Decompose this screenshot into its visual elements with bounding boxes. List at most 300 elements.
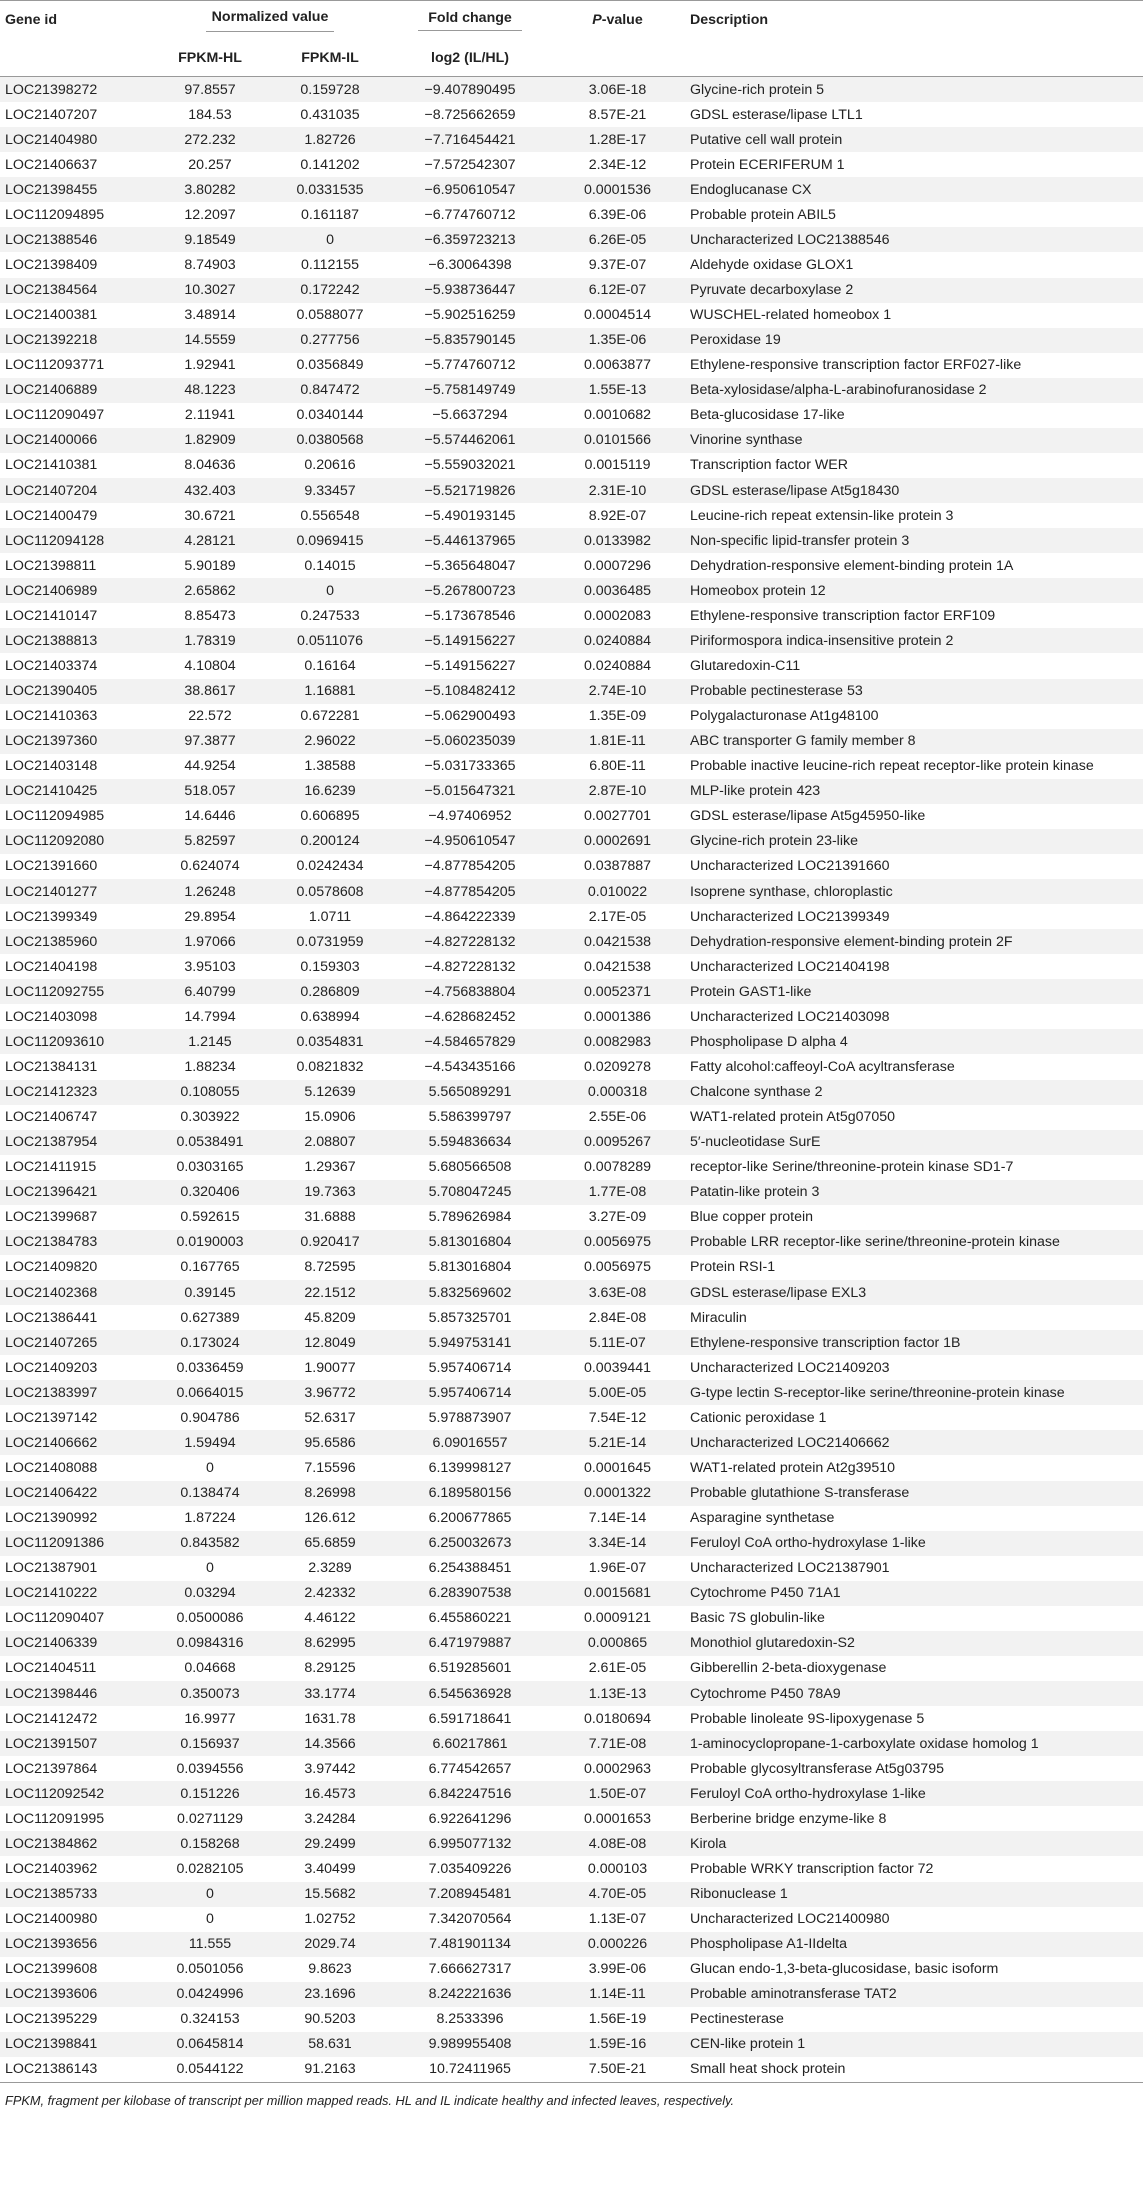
fpkm-hl-cell: 5.90189 (184, 557, 236, 574)
description-cell: Dehydration-responsive element-binding protein 1A (690, 557, 1014, 574)
fpkm-hl-cell: 0.0190003 (176, 1234, 244, 1251)
log2-fold-change-cell: −5.490193145 (424, 507, 516, 524)
log2-fold-change-cell: 5.789626984 (428, 1209, 512, 1226)
fpkm-il-cell: 65.6859 (304, 1535, 356, 1552)
fpkm-il-cell: 16.6239 (304, 783, 356, 800)
fpkm-hl-cell: 0.0282105 (176, 1860, 244, 1877)
log2-fold-change-cell: 6.60217861 (432, 1735, 508, 1752)
description-cell: Phospholipase D alpha 4 (690, 1033, 848, 1050)
p-value-cell: 0.0387887 (583, 858, 652, 875)
table-row (0, 378, 1143, 403)
description-cell: Uncharacterized LOC21399349 (690, 908, 890, 925)
fpkm-hl-cell: 8.85473 (184, 607, 236, 624)
gene-id-cell: LOC21411915 (5, 1159, 97, 1176)
header-fpkm-hl: FPKM-HL (178, 49, 242, 66)
fpkm-il-cell: 9.8623 (308, 1961, 352, 1978)
p-value-cell: 0.0095267 (583, 1134, 652, 1151)
description-cell: Monothiol glutaredoxin-S2 (690, 1635, 855, 1652)
gene-id-cell: LOC21401277 (5, 883, 98, 900)
log2-fold-change-cell: −4.864222339 (424, 908, 516, 925)
log2-fold-change-cell: 6.455860221 (428, 1610, 512, 1627)
fpkm-il-cell: 0.638994 (300, 1008, 360, 1025)
gene-id-cell: LOC21390992 (5, 1510, 98, 1527)
p-value-cell: 4.08E-08 (588, 1835, 647, 1852)
description-cell: Endoglucanase CX (690, 181, 812, 198)
table-row (0, 1380, 1143, 1405)
table-row (0, 127, 1143, 152)
fpkm-il-cell: 0.277756 (300, 332, 360, 349)
p-value-cell: 0.0015119 (584, 457, 651, 474)
fpkm-il-cell: 0.141202 (300, 156, 360, 173)
p-value-cell: 7.54E-12 (588, 1409, 647, 1426)
description-cell: Asparagine synthetase (690, 1510, 835, 1527)
gene-id-cell: LOC21384564 (5, 282, 98, 299)
description-cell: Glutaredoxin-C11 (690, 657, 801, 674)
log2-fold-change-cell: 5.949753141 (428, 1334, 512, 1351)
description-cell: Ribonuclease 1 (690, 1886, 788, 1903)
p-value-cell: 1.14E-11 (589, 1986, 646, 2003)
table-row (0, 779, 1143, 804)
table-row (0, 1481, 1143, 1506)
gene-id-cell: LOC112091386 (5, 1535, 105, 1552)
fpkm-hl-cell: 12.2097 (184, 206, 236, 223)
gene-id-cell: LOC21398455 (5, 181, 98, 198)
description-cell: Probable glycosyltransferase At5g03795 (690, 1760, 944, 1777)
p-value-cell: 1.77E-08 (588, 1184, 647, 1201)
fpkm-hl-cell: 8.04636 (184, 457, 236, 474)
description-cell: WAT1-related protein At2g39510 (690, 1459, 896, 1476)
table-row (0, 252, 1143, 277)
table-row (0, 1806, 1143, 1831)
p-value-cell: 3.99E-06 (588, 1961, 647, 1978)
gene-id-cell: LOC21397864 (5, 1760, 98, 1777)
fpkm-il-cell: 3.40499 (304, 1860, 356, 1877)
fpkm-il-cell: 3.97442 (304, 1760, 356, 1777)
gene-id-cell: LOC112094985 (5, 808, 105, 825)
table-row (0, 1831, 1143, 1856)
fpkm-hl-cell: 0.0424996 (176, 1986, 244, 2003)
description-cell: Pyruvate decarboxylase 2 (690, 282, 854, 299)
fpkm-il-cell: 1.38588 (304, 758, 356, 775)
description-cell: Beta-glucosidase 17-like (690, 407, 845, 424)
p-value-cell: 0.0421538 (583, 958, 652, 975)
p-value-cell: 1.81E-11 (589, 733, 646, 750)
fpkm-il-cell: 0.920417 (300, 1234, 360, 1251)
fpkm-hl-cell: 97.8557 (184, 81, 236, 98)
description-cell: Piriformospora indica-insensitive protein 2 (690, 632, 954, 649)
fpkm-hl-cell: 20.257 (188, 156, 232, 173)
table-row (0, 1932, 1143, 1957)
description-cell: receptor-like Serine/threonine-protein kinase SD1-7 (690, 1159, 1014, 1176)
fpkm-il-cell: 90.5203 (304, 2011, 356, 2028)
table-row (0, 1155, 1143, 1180)
description-cell: Isoprene synthase, chloroplastic (690, 883, 893, 900)
table-row (0, 679, 1143, 704)
header-fpkm-il: FPKM-IL (301, 49, 359, 66)
p-value-cell: 0.000318 (587, 1084, 648, 1101)
p-value-cell: 0.0240884 (583, 632, 652, 649)
description-cell: Small heat shock protein (690, 2061, 846, 2078)
fpkm-il-cell: 0.0242434 (296, 858, 364, 875)
log2-fold-change-cell: 5.594836634 (428, 1134, 512, 1151)
description-cell: Uncharacterized LOC21400980 (690, 1911, 890, 1928)
table-row (0, 804, 1143, 829)
fpkm-hl-cell: 0.627389 (180, 1309, 240, 1326)
gene-id-cell: LOC112092542 (5, 1785, 105, 1802)
fpkm-hl-cell: 4.28121 (184, 532, 236, 549)
table-row (0, 754, 1143, 779)
p-value-cell: 7.50E-21 (588, 2061, 647, 2078)
gene-id-cell: LOC21410381 (5, 457, 98, 474)
fpkm-hl-cell: 0 (206, 1560, 214, 1577)
log2-fold-change-cell: −5.108482412 (424, 683, 516, 700)
description-cell: Glucan endo-1,3-beta-glucosidase, basic isoform (690, 1961, 999, 1978)
p-value-cell: 0.0082983 (583, 1033, 652, 1050)
table-row (0, 979, 1143, 1004)
gene-id-cell: LOC21397142 (5, 1409, 98, 1426)
gene-id-cell: LOC21393606 (5, 1986, 98, 2003)
fpkm-il-cell: 1631.78 (304, 1710, 356, 1727)
table-row (0, 2032, 1143, 2057)
log2-fold-change-cell: −5.938736447 (424, 282, 516, 299)
fpkm-il-cell: 1.16881 (304, 683, 356, 700)
description-cell: Glycine-rich protein 23-like (690, 833, 858, 850)
fpkm-il-cell: 0.286809 (300, 983, 360, 1000)
log2-fold-change-cell: 6.250032673 (428, 1535, 512, 1552)
fpkm-il-cell: 3.96772 (304, 1384, 356, 1401)
p-value-cell: 6.80E-11 (589, 758, 646, 775)
description-cell: Uncharacterized LOC21403098 (690, 1008, 890, 1025)
header-spacer (685, 39, 1143, 77)
fpkm-hl-cell: 8.74903 (184, 256, 236, 273)
fpkm-il-cell: 8.26998 (304, 1485, 356, 1502)
gene-id-cell: LOC21409820 (5, 1259, 98, 1276)
fpkm-hl-cell: 272.232 (184, 131, 236, 148)
log2-fold-change-cell: 6.519285601 (428, 1660, 512, 1677)
gene-id-cell: LOC21407207 (5, 106, 98, 123)
log2-fold-change-cell: −4.97406952 (428, 808, 512, 825)
table-row (0, 303, 1143, 328)
gene-id-cell: LOC21410425 (5, 783, 98, 800)
table-row (0, 1180, 1143, 1205)
p-value-cell: 0.0133982 (583, 532, 652, 549)
log2-fold-change-cell: −4.628682452 (424, 1008, 516, 1025)
header-fold-change (390, 1, 550, 40)
log2-fold-change-cell: −5.758149749 (424, 382, 516, 399)
gene-id-cell: LOC21385733 (5, 1886, 98, 1903)
table-row (0, 578, 1143, 603)
fpkm-hl-cell: 10.3027 (184, 282, 236, 299)
description-cell: Aldehyde oxidase GLOX1 (690, 256, 854, 273)
p-value-cell: 0.0001645 (583, 1459, 652, 1476)
gene-id-cell: LOC21399608 (5, 1961, 98, 1978)
fpkm-il-cell: 1.0711 (308, 908, 352, 925)
gene-id-cell: LOC21404198 (5, 958, 98, 975)
table-row (0, 1004, 1143, 1029)
p-value-cell: 0.0001653 (583, 1810, 652, 1827)
table-row (0, 628, 1143, 653)
fpkm-il-cell: 1.29367 (304, 1159, 356, 1176)
fpkm-hl-cell: 0.138474 (180, 1485, 240, 1502)
table-row (0, 1556, 1143, 1581)
log2-fold-change-cell: −5.774760712 (424, 357, 516, 374)
fpkm-il-cell: 8.72595 (304, 1259, 356, 1276)
description-cell: Gibberellin 2-beta-dioxygenase (690, 1660, 887, 1677)
fpkm-hl-cell: 0.0394556 (176, 1760, 244, 1777)
fpkm-hl-cell: 11.555 (188, 1936, 232, 1953)
fpkm-hl-cell: 6.40799 (184, 983, 236, 1000)
table-row (0, 328, 1143, 353)
fpkm-il-cell: 29.2499 (304, 1835, 356, 1852)
description-cell: Phospholipase A1-IIdelta (690, 1936, 847, 1953)
log2-fold-change-cell: −4.756838804 (424, 983, 516, 1000)
log2-fold-change-cell: −5.149156227 (424, 632, 516, 649)
p-value-cell: 0.0036485 (583, 582, 652, 599)
description-cell: Feruloyl CoA ortho-hydroxylase 1-like (690, 1785, 926, 1802)
gene-id-cell: LOC21390405 (5, 683, 98, 700)
fpkm-hl-cell: 14.7994 (184, 1008, 236, 1025)
fpkm-hl-cell: 1.92941 (184, 357, 236, 374)
fpkm-il-cell: 58.631 (308, 2036, 352, 2053)
log2-fold-change-cell: −5.559032021 (424, 457, 516, 474)
p-value-cell: 1.59E-16 (588, 2036, 647, 2053)
log2-fold-change-cell: 6.922641296 (428, 1810, 512, 1827)
table-row (0, 1355, 1143, 1380)
gene-id-cell: LOC112094895 (5, 206, 105, 223)
fpkm-il-cell: 0.0356849 (296, 357, 364, 374)
gene-id-cell: LOC21386441 (5, 1309, 98, 1326)
p-value-cell: 5.11E-07 (589, 1334, 646, 1351)
gene-id-cell: LOC21410222 (5, 1585, 98, 1602)
fpkm-hl-cell: 1.87224 (184, 1510, 236, 1527)
fpkm-hl-cell: 0.0538491 (176, 1134, 244, 1151)
table-row (0, 1280, 1143, 1305)
log2-fold-change-cell: 9.989955408 (428, 2036, 512, 2053)
table-row (0, 653, 1143, 678)
gene-id-cell: LOC21386143 (5, 2061, 98, 2078)
fpkm-il-cell: 0.16164 (304, 657, 356, 674)
table-row (0, 1731, 1143, 1756)
fpkm-il-cell: 1.02752 (304, 1911, 356, 1928)
description-cell: Vinorine synthase (690, 432, 803, 449)
log2-fold-change-cell: 5.957406714 (428, 1384, 512, 1401)
fpkm-il-cell: 19.7363 (304, 1184, 356, 1201)
fpkm-il-cell: 0.0731959 (296, 933, 364, 950)
p-value-cell: 0.0101566 (583, 432, 652, 449)
table-row (0, 528, 1143, 553)
fpkm-il-cell: 4.46122 (304, 1610, 356, 1627)
gene-id-cell: LOC21410147 (5, 607, 98, 624)
log2-fold-change-cell: 6.545636928 (428, 1685, 512, 1702)
log2-fold-change-cell: 6.842247516 (428, 1785, 512, 1802)
fpkm-hl-cell: 0.592615 (180, 1209, 240, 1226)
gene-id-cell: LOC21406747 (5, 1109, 98, 1126)
fpkm-hl-cell: 0.39145 (184, 1284, 236, 1301)
table-row (0, 954, 1143, 979)
description-cell: Probable pectinesterase 53 (690, 683, 863, 700)
log2-fold-change-cell: −4.827228132 (424, 958, 516, 975)
p-value-cell: 0.0039441 (583, 1359, 652, 1376)
description-cell: Probable inactive leucine-rich repeat receptor-like protein kinase (690, 758, 1094, 775)
fpkm-hl-cell: 9.18549 (184, 231, 236, 248)
table-footnote: FPKM, fragment per kilobase of transcript per million mapped reads. HL and IL indicate healthy and infected leaves, respectively. (5, 2093, 735, 2108)
p-value-cell: 7.71E-08 (588, 1735, 647, 1752)
gene-id-cell: LOC112092080 (5, 833, 105, 850)
gene-id-cell: LOC21392218 (5, 332, 98, 349)
gene-id-cell: LOC112090407 (5, 1610, 105, 1627)
description-cell: GDSL esterase/lipase At5g45950-like (690, 808, 926, 825)
fpkm-il-cell: 23.1696 (304, 1986, 356, 2003)
fpkm-il-cell: 0.0511076 (297, 632, 364, 649)
description-cell: Protein RSI-1 (690, 1259, 776, 1276)
gene-id-cell: LOC21393656 (5, 1936, 98, 1953)
fpkm-hl-cell: 0.350073 (180, 1685, 240, 1702)
fpkm-il-cell: 95.6586 (304, 1434, 356, 1451)
fpkm-il-cell: 15.0906 (304, 1109, 356, 1126)
gene-id-cell: LOC21409203 (5, 1359, 98, 1376)
gene-id-cell: LOC21387901 (5, 1560, 98, 1577)
description-cell: G-type lectin S-receptor-like serine/threonine-protein kinase (690, 1384, 1065, 1401)
log2-fold-change-cell: 5.813016804 (428, 1259, 512, 1276)
p-value-cell: 0.0007296 (583, 557, 652, 574)
table-row (0, 278, 1143, 303)
fpkm-hl-cell: 22.572 (188, 708, 232, 725)
description-cell: Uncharacterized LOC21409203 (690, 1359, 890, 1376)
p-value-cell: 0.0015681 (583, 1585, 652, 1602)
fpkm-il-cell: 5.12639 (304, 1084, 356, 1101)
table-row (0, 202, 1143, 227)
fpkm-hl-cell: 1.82909 (184, 432, 236, 449)
fpkm-hl-cell: 0.0501056 (176, 1961, 244, 1978)
description-cell: Protein GAST1-like (690, 983, 812, 1000)
description-cell: Cytochrome P450 78A9 (690, 1685, 841, 1702)
description-cell: Non-specific lipid-transfer protein 3 (690, 532, 910, 549)
p-value-cell: 3.06E-18 (588, 81, 647, 98)
description-cell: Putative cell wall protein (690, 131, 843, 148)
log2-fold-change-cell: −5.031733365 (424, 758, 516, 775)
gene-id-cell: LOC21388546 (5, 231, 98, 248)
log2-fold-change-cell: 5.832569602 (428, 1284, 512, 1301)
header-spacer (0, 39, 150, 77)
log2-fold-change-cell: 7.208945481 (428, 1886, 512, 1903)
description-cell: Homeobox protein 12 (690, 582, 826, 599)
p-value-cell: 0.0240884 (583, 657, 652, 674)
fpkm-il-cell: 1.82726 (304, 131, 356, 148)
fpkm-hl-cell: 1.26248 (184, 883, 236, 900)
p-value-cell: 0.0009121 (583, 1610, 652, 1627)
table-row (0, 929, 1143, 954)
log2-fold-change-cell: 5.978873907 (428, 1409, 512, 1426)
header-spacer (550, 39, 685, 77)
description-cell: Probable LRR receptor-like serine/threonine-protein kinase (690, 1234, 1060, 1251)
gene-id-cell: LOC21399349 (5, 908, 98, 925)
fpkm-hl-cell: 29.8954 (184, 908, 236, 925)
description-cell: MLP-like protein 423 (690, 783, 821, 800)
p-value-cell: 2.74E-10 (588, 683, 647, 700)
log2-fold-change-cell: 5.680566508 (428, 1159, 512, 1176)
table-row (0, 1305, 1143, 1330)
table-header (0, 1, 1143, 77)
table-row (0, 1506, 1143, 1531)
fpkm-il-cell: 14.3566 (304, 1735, 356, 1752)
gene-id-cell: LOC21396421 (5, 1184, 98, 1201)
header-p-value-italic: P (592, 12, 602, 28)
fpkm-il-cell: 0.159728 (300, 81, 360, 98)
fpkm-il-cell: 45.8209 (304, 1309, 356, 1326)
log2-fold-change-cell: 6.471979887 (428, 1635, 512, 1652)
p-value-cell: 3.27E-09 (588, 1209, 647, 1226)
description-cell: Cationic peroxidase 1 (690, 1409, 827, 1426)
description-cell: Feruloyl CoA ortho-hydroxylase 1-like (690, 1535, 926, 1552)
log2-fold-change-cell: −8.725662659 (424, 106, 516, 123)
fpkm-hl-cell: 0.108055 (180, 1084, 240, 1101)
gene-id-cell: LOC21400381 (5, 307, 98, 324)
gene-id-cell: LOC21406637 (5, 156, 98, 173)
p-value-cell: 0.0004514 (583, 307, 652, 324)
fpkm-hl-cell: 0 (206, 1886, 214, 1903)
fpkm-il-cell: 0.672281 (300, 708, 360, 725)
fpkm-il-cell: 2.96022 (304, 733, 356, 750)
log2-fold-change-cell: −5.6637294 (432, 407, 508, 424)
fpkm-hl-cell: 0.167765 (180, 1259, 240, 1276)
log2-fold-change-cell: −4.877854205 (424, 858, 516, 875)
p-value-cell: 1.50E-07 (588, 1785, 647, 1802)
description-cell: Peroxidase 19 (690, 332, 781, 349)
gene-id-cell: LOC21407204 (5, 482, 98, 499)
fpkm-hl-cell: 0.03294 (184, 1585, 236, 1602)
fpkm-hl-cell: 0.320406 (180, 1184, 240, 1201)
log2-fold-change-cell: −9.407890495 (424, 81, 516, 98)
p-value-cell: 1.55E-13 (588, 382, 647, 399)
table-row (0, 2007, 1143, 2032)
description-cell: WUSCHEL-related homeobox 1 (690, 307, 892, 324)
fpkm-il-cell: 52.6317 (304, 1409, 356, 1426)
gene-id-cell: LOC21406989 (5, 582, 98, 599)
gene-id-cell: LOC21406339 (5, 1635, 98, 1652)
log2-fold-change-cell: −5.149156227 (424, 657, 516, 674)
log2-fold-change-cell: −7.716454421 (424, 131, 516, 148)
p-value-cell: 0.0002083 (583, 607, 652, 624)
gene-id-cell: LOC21403098 (5, 1008, 98, 1025)
p-value-cell: 0.0002691 (583, 833, 652, 850)
fpkm-il-cell: 0.0380568 (296, 432, 364, 449)
description-cell: Miraculin (690, 1309, 747, 1326)
fpkm-hl-cell: 0.158268 (180, 1835, 240, 1852)
log2-fold-change-cell: −5.062900493 (424, 708, 516, 725)
p-value-cell: 9.37E-07 (588, 256, 647, 273)
fpkm-hl-cell: 14.5559 (184, 332, 236, 349)
log2-fold-change-cell: −6.950610547 (424, 181, 516, 198)
description-cell: GDSL esterase/lipase LTL1 (690, 106, 863, 123)
p-value-cell: 5.00E-05 (588, 1384, 647, 1401)
gene-id-cell: LOC21406422 (5, 1485, 98, 1502)
log2-fold-change-cell: 5.565089291 (428, 1084, 512, 1101)
table-row (0, 1230, 1143, 1255)
p-value-cell: 0.0078289 (583, 1159, 652, 1176)
fpkm-il-cell: 0.0821832 (296, 1058, 364, 1075)
fpkm-il-cell: 9.33457 (304, 482, 356, 499)
gene-id-cell: LOC21403962 (5, 1860, 98, 1877)
p-value-cell: 0.0421538 (583, 933, 652, 950)
gene-id-cell: LOC112090497 (5, 407, 105, 424)
table-row (0, 553, 1143, 578)
p-value-cell: 6.26E-05 (588, 231, 647, 248)
log2-fold-change-cell: −7.572542307 (424, 156, 516, 173)
log2-fold-change-cell: 6.09016557 (432, 1434, 508, 1451)
table-row (0, 854, 1143, 879)
p-value-cell: 1.35E-09 (588, 708, 647, 725)
gene-id-cell: LOC112093771 (5, 357, 105, 374)
